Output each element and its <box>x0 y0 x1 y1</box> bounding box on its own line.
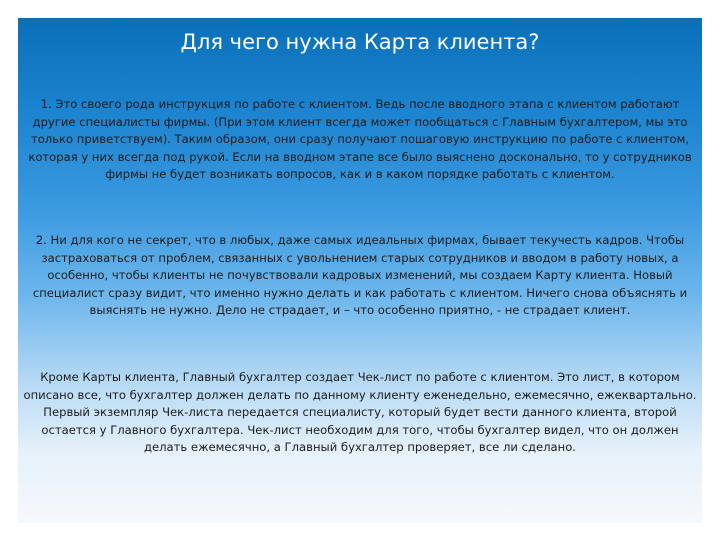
paragraph-1: 1. Это своего рода инструкция по работе с клиентом. Ведь после вводного этапа с клиентом работают другие специалисты фирмы. (При этом клиент всегда может пообщаться с Главным бухгалтером, мы это только приветствуем). Таким образом, они сразу получают пошаговую инструкцию по работе с клиентом, которая у них всегда под рукой. Если на вводном этапе все было выяснено досконально, то у сотрудников фирмы не будет возникать вопросов, как и в каком порядке работать с клиентом. <box>28 97 692 182</box>
slide-title: Для чего нужна Карта клиента? <box>180 30 540 54</box>
paragraph-2: 2. Ни для кого не секрет, что в любых, даже самых идеальных фирмах, бывает текучесть кадров. Чтобы застраховаться от проблем, связанных с увольнением старых сотрудников и вводом в работу новых, а особенно, чтобы клиенты не почувствовали кадровых изменений, мы создаем Карту клиента. Новый специалист сразу видит, что именно нужно делать и как работать с клиентом. Ничего снова объяснять и выяснять не нужно. Дело не страдает, и – что особенно приятно, - не страдает клиент. <box>32 233 688 318</box>
paragraph-3: Кроме Карты клиента, Главный бухгалтер создает Чек-лист по работе с клиентом. Это лист, в котором описано все, что бухгалтер должен делать по данному клиенту еженедельно, ежемесячно, ежеквартально. Первый экземпляр Чек-листа передается специалисту, который будет вести данного клиента, второй остается у Главного бухгалтера. Чек-лист необходим для того, чтобы бухгалтер видел, что он должен делать ежемесячно, а Главный бухгалтер проверяет, все ли сделано. <box>23 370 697 455</box>
